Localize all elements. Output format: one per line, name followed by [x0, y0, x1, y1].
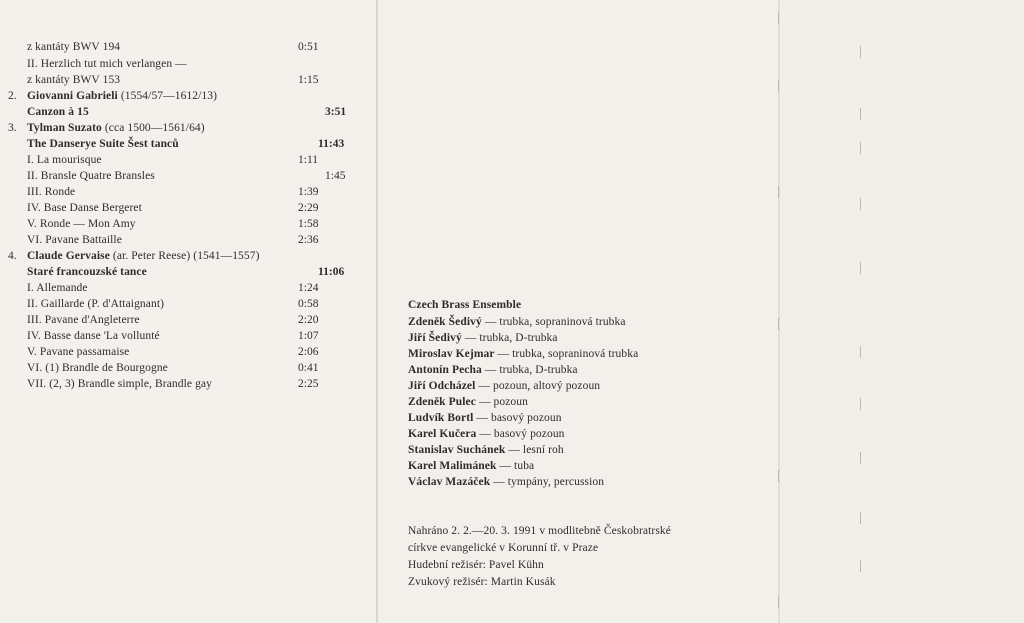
- ensemble-member: [408, 475, 604, 489]
- track-title-text: VII. (2, 3) Brandle simple, Brandle gay: [27, 378, 212, 390]
- member-name: Zdeněk Pulec: [408, 396, 476, 408]
- track-title: [27, 217, 136, 231]
- track-title-text: VI. Pavane Battaille: [27, 234, 122, 246]
- track-title: [27, 89, 217, 103]
- track-title-text: The Danserye Suite Šest tanců: [27, 138, 179, 150]
- member-name: Václav Mazáček: [408, 476, 491, 488]
- track-title-text: II. Bransle Quatre Bransles: [27, 170, 155, 182]
- fold-mark: [860, 198, 861, 210]
- member-instrument: — basový pozoun: [476, 428, 565, 440]
- member-instrument: — basový pozoun: [473, 412, 562, 424]
- track-title-text: I. Allemande: [27, 282, 88, 294]
- credit-line: Zvukový režisér: Martin Kusák: [408, 576, 556, 588]
- member-instrument: — trubka, sopraninová trubka: [494, 348, 639, 360]
- ensemble-member: [408, 443, 564, 457]
- track-composer-dates: (1554/57—1612/13): [117, 90, 218, 102]
- track-title-text: V. Pavane passamaise: [27, 346, 130, 358]
- member-name: Antonín Pecha: [408, 364, 482, 376]
- fold-mark: [778, 186, 779, 198]
- track-duration: 1:39: [298, 186, 319, 198]
- track-title: [27, 105, 89, 119]
- ensemble-member: [408, 347, 638, 361]
- member-name: Karel Kučera: [408, 428, 477, 440]
- track-title: [27, 121, 205, 135]
- fold-mark: [860, 108, 861, 120]
- track-number: 4.: [8, 250, 17, 262]
- ensemble-member: [408, 459, 534, 473]
- fold-mark: [778, 470, 779, 482]
- track-title: [27, 281, 88, 295]
- member-instrument: — tuba: [496, 460, 535, 472]
- ensemble-member: [408, 363, 578, 377]
- track-duration: 1:07: [298, 330, 319, 342]
- track-title-text: III. Pavane d'Angleterre: [27, 314, 140, 326]
- fold-mark: [778, 318, 779, 330]
- fold-line: [376, 0, 378, 623]
- track-duration: 1:24: [298, 282, 319, 294]
- track-number: 3.: [8, 122, 17, 134]
- fold-mark: [860, 398, 861, 410]
- booklet-right-panel: [780, 0, 1024, 623]
- fold-mark: [778, 80, 779, 92]
- track-title-text: II. Gaillarde (P. d'Attaignant): [27, 298, 165, 310]
- track-title-text: IV. Basse danse 'La vollunté: [27, 330, 160, 342]
- track-title: [27, 313, 140, 327]
- member-instrument: — trubka, D-trubka: [481, 364, 578, 376]
- track-title-text: Staré francouzské tance: [27, 266, 147, 278]
- track-composer-dates: (ar. Peter Reese) (1541—1557): [109, 250, 260, 262]
- track-title-text: Canzon à 15: [27, 106, 89, 118]
- track-title: [27, 361, 168, 375]
- ensemble-title: Czech Brass Ensemble: [408, 299, 522, 311]
- track-title: [27, 185, 75, 199]
- ensemble-member: [408, 315, 626, 329]
- member-instrument: — pozoun: [475, 396, 528, 408]
- track-title-text: Giovanni Gabrieli: [27, 90, 118, 102]
- fold-mark: [860, 560, 861, 572]
- track-duration: 0:58: [298, 298, 319, 310]
- track-duration: 2:20: [298, 314, 319, 326]
- track-title: [27, 265, 147, 279]
- fold-mark: [778, 596, 779, 608]
- track-title: [27, 297, 164, 311]
- track-composer-dates: (cca 1500—1561/64): [101, 122, 205, 134]
- ensemble-member: [408, 331, 558, 345]
- track-duration: 2:25: [298, 378, 319, 390]
- track-title-text: z kantáty BWV 194: [27, 41, 121, 53]
- track-duration: 1:15: [298, 74, 319, 86]
- track-duration: 2:06: [298, 346, 319, 358]
- track-number: 2.: [8, 90, 17, 102]
- track-title-text: V. Ronde — Mon Amy: [27, 218, 136, 230]
- track-title: [27, 40, 120, 54]
- fold-mark: [860, 142, 861, 154]
- track-duration: 0:41: [298, 362, 319, 374]
- track-title: [27, 377, 212, 391]
- track-duration: 1:11: [298, 154, 319, 166]
- track-title: [27, 73, 120, 87]
- track-duration: 2:36: [298, 234, 319, 246]
- track-title: [27, 137, 179, 151]
- track-title-text: Claude Gervaise: [27, 250, 110, 262]
- track-duration: 0:51: [298, 41, 319, 53]
- fold-mark: [860, 346, 861, 358]
- member-instrument: — tympány, percussion: [490, 476, 605, 488]
- member-instrument: — lesní roh: [505, 444, 564, 456]
- track-title: [27, 233, 122, 247]
- track-duration: 3:51: [325, 106, 347, 118]
- track-title-text: I. La mourisque: [27, 154, 102, 166]
- member-name: Jiří Odcházel: [408, 380, 476, 392]
- credit-line: církve evangelické v Korunní tř. v Praze: [408, 542, 599, 554]
- track-duration: 1:45: [325, 170, 346, 182]
- ensemble-member: [408, 379, 600, 393]
- fold-line: [778, 0, 780, 623]
- track-duration: 11:06: [318, 266, 345, 278]
- track-title: [27, 57, 187, 71]
- track-title-text: z kantáty BWV 153: [27, 74, 121, 86]
- track-duration: 2:29: [298, 202, 319, 214]
- member-name: Miroslav Kejmar: [408, 348, 495, 360]
- ensemble-member: [408, 411, 562, 425]
- track-title: [27, 345, 129, 359]
- credit-line: Hudební režisér: Pavel Kühn: [408, 559, 544, 571]
- fold-mark: [860, 452, 861, 464]
- fold-mark: [778, 12, 779, 24]
- member-instrument: — trubka, sopraninová trubka: [481, 316, 626, 328]
- member-instrument: — pozoun, altový pozoun: [475, 380, 601, 392]
- track-title-text: III. Ronde: [27, 186, 76, 198]
- track-title: [27, 249, 260, 263]
- track-title-text: II. Herzlich tut mich verlangen —: [27, 58, 187, 70]
- member-name: Ludvík Bortl: [408, 412, 474, 424]
- track-title: [27, 153, 102, 167]
- member-name: Karel Malimánek: [408, 460, 497, 472]
- track-duration: 11:43: [318, 138, 345, 150]
- member-instrument: — trubka, D-trubka: [461, 332, 558, 344]
- fold-mark: [860, 262, 861, 274]
- member-name: Stanislav Suchánek: [408, 444, 506, 456]
- member-name: Jiří Šedivý: [408, 332, 462, 344]
- credit-line: Nahráno 2. 2.—20. 3. 1991 v modlitebně Českobratrské: [408, 525, 671, 537]
- track-title: [27, 201, 142, 215]
- track-title: [27, 169, 155, 183]
- member-name: Zdeněk Šedivý: [408, 316, 482, 328]
- track-duration: 1:58: [298, 218, 319, 230]
- track-title: [27, 329, 160, 343]
- track-title-text: IV. Base Danse Bergeret: [27, 202, 142, 214]
- ensemble-member: [408, 395, 528, 409]
- ensemble-member: [408, 427, 565, 441]
- track-title-text: Tylman Suzato: [27, 122, 102, 134]
- fold-mark: [860, 512, 861, 524]
- track-title-text: VI. (1) Brandle de Bourgogne: [27, 362, 168, 374]
- fold-mark: [860, 46, 861, 58]
